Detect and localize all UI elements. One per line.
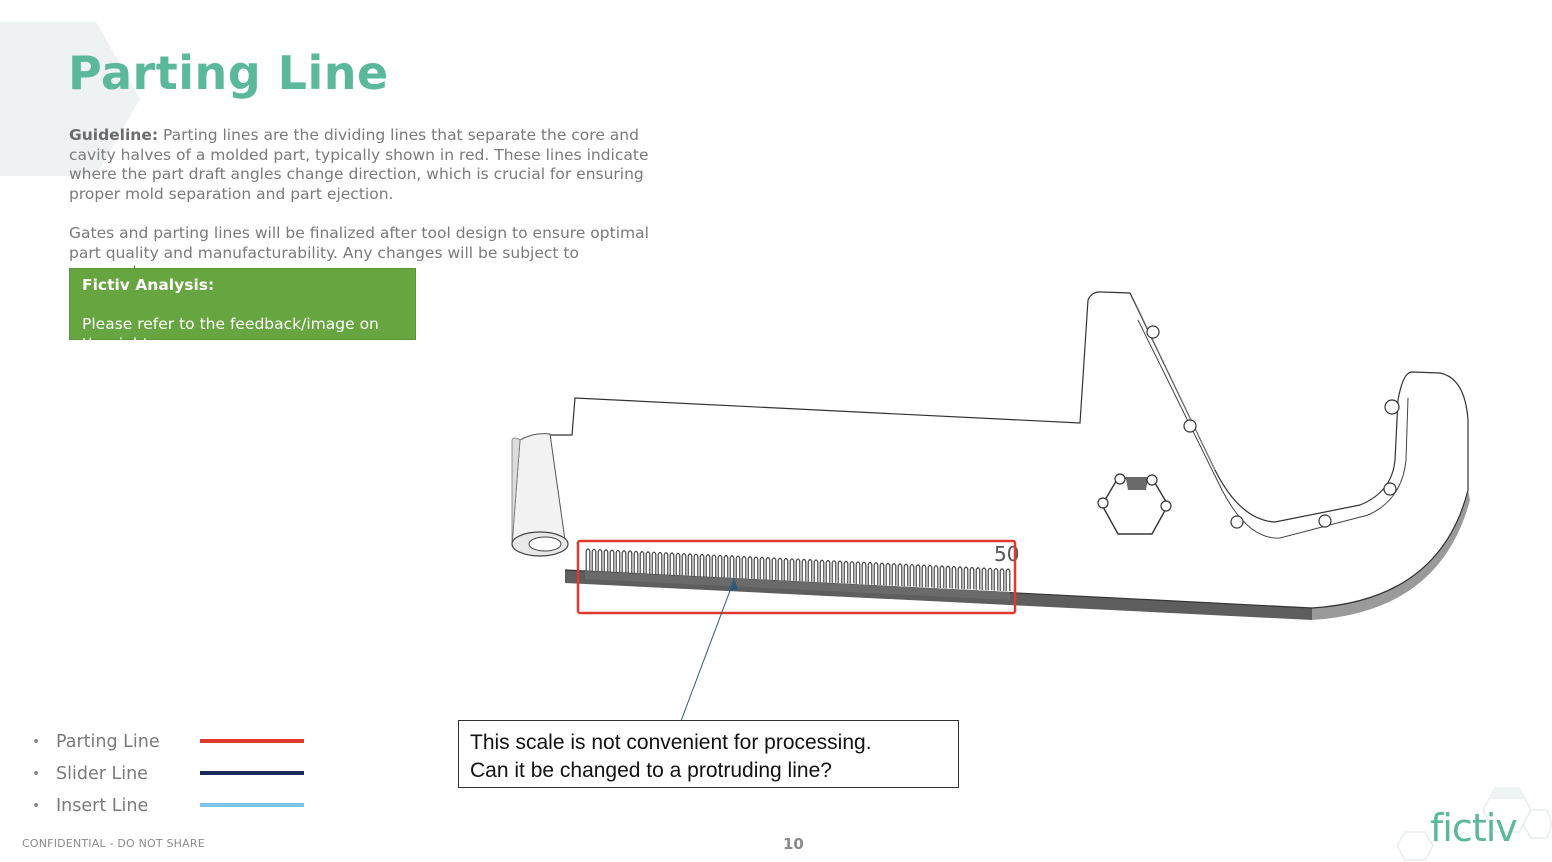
guideline-text bbox=[69, 126, 649, 270]
legend-label: Slider Line bbox=[56, 764, 148, 784]
callout-line-2: Can it be changed to a protruding line? bbox=[470, 759, 832, 782]
callout-line-1: This scale is not convenient for processing. bbox=[470, 731, 872, 754]
guideline-paragraph-2: Gates and parting lines will be finalized after tool design to ensure optimal part quality and manufacturability. Any changes will be subject to bbox=[69, 223, 649, 262]
callout-leader-line bbox=[670, 575, 750, 725]
legend-swatch bbox=[200, 739, 304, 743]
guideline-paragraph-1: Parting lines are the dividing lines that separate the core and cavity halves of a molded part, typically shown in red. These lines indicate where the part draft angles change direction, which is crucial for ensuring proper mold separation and part ejection. bbox=[69, 126, 649, 203]
bullet-icon: • bbox=[32, 798, 41, 814]
part-cad-image bbox=[505, 285, 1480, 630]
legend-swatch bbox=[200, 803, 304, 807]
legend-item-insert-line bbox=[32, 794, 292, 826]
legend-swatch bbox=[200, 771, 304, 775]
bullet-icon: • bbox=[32, 766, 41, 782]
analysis-heading: Fictiv Analysis: bbox=[82, 276, 215, 294]
legend-label: Parting Line bbox=[56, 732, 160, 752]
guideline-label: Guideline: bbox=[69, 126, 159, 144]
feedback-callout bbox=[458, 720, 959, 788]
line-legend bbox=[32, 730, 292, 826]
legend-item-slider-line bbox=[32, 762, 292, 794]
bullet-icon: • bbox=[32, 734, 41, 750]
scale-number-label: 50 bbox=[994, 542, 1020, 566]
confidential-notice: CONFIDENTIAL - DO NOT SHARE bbox=[22, 837, 205, 850]
page-number: 10 bbox=[783, 835, 804, 853]
page-title: Parting Line bbox=[68, 46, 389, 100]
fictiv-analysis-box bbox=[69, 268, 416, 353]
analysis-body: Please refer to the feedback/image on the right. bbox=[82, 315, 379, 353]
legend-label: Insert Line bbox=[56, 796, 149, 816]
legend-item-parting-line bbox=[32, 730, 292, 762]
fictiv-logo: fictiv bbox=[1430, 806, 1517, 850]
